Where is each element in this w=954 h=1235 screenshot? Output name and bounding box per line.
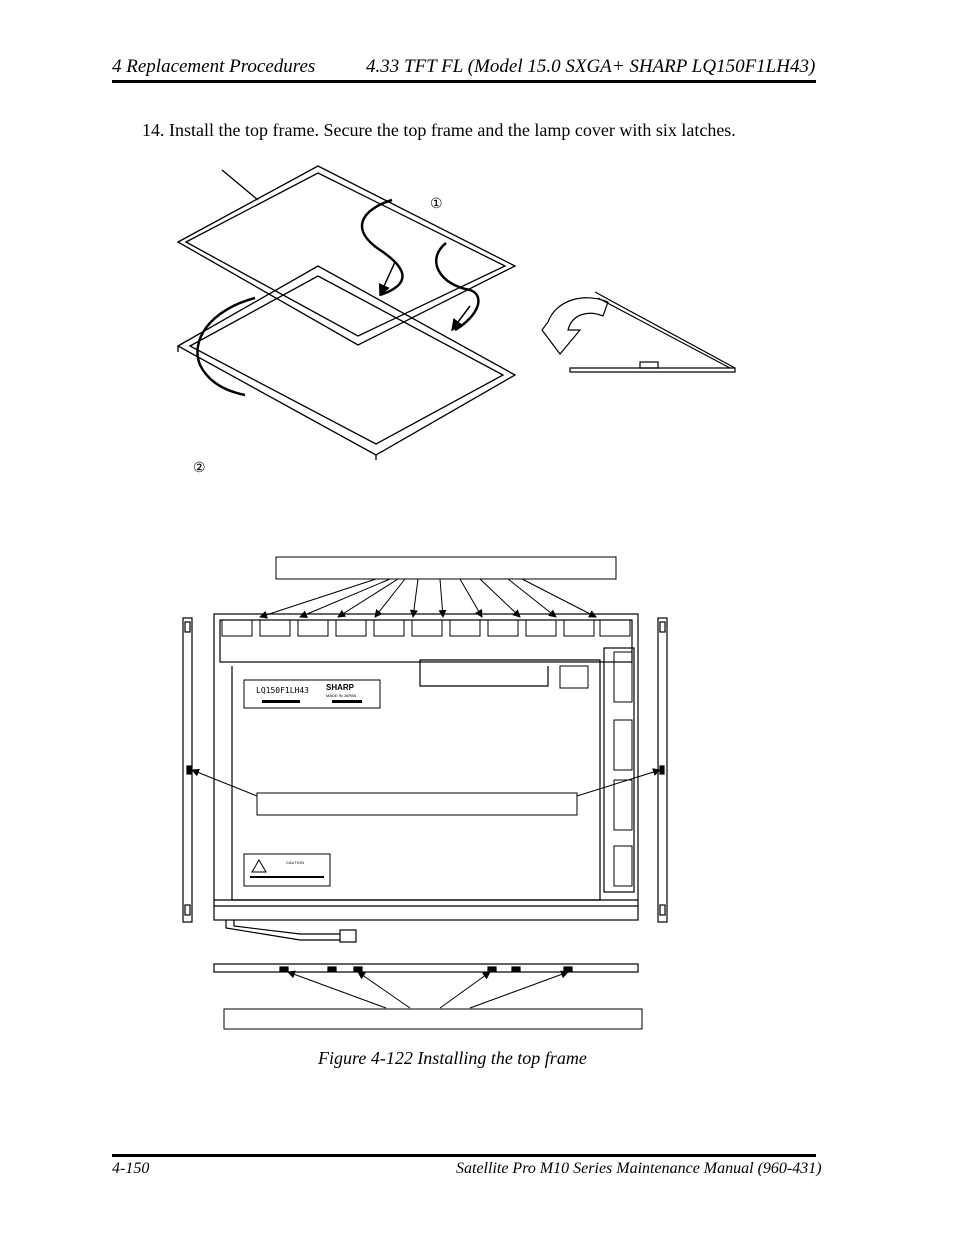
lamp-cover-detail: [570, 292, 735, 372]
step-instruction: 14. Install the top frame. Secure the top frame and the lamp cover with six latches.: [142, 120, 736, 140]
footer-rule: [112, 1154, 816, 1157]
cable-connector: [340, 930, 356, 942]
header-section: 4.33 TFT FL (Model 15.0 SXGA+ SHARP LQ150F1LH43): [366, 56, 816, 77]
pointer-left: [192, 770, 257, 796]
lamp-cable: [226, 920, 340, 940]
top-frame: [178, 166, 515, 345]
barcode-1: [262, 700, 300, 703]
label-box-middle: [257, 793, 577, 815]
label-box-bottom: [224, 1009, 642, 1029]
marker-1: ①: [430, 195, 443, 211]
panel-model: LQ150F1LH43: [256, 686, 309, 695]
marker-2: ②: [193, 459, 206, 475]
header-chapter: 4 Replacement Procedures: [112, 56, 316, 77]
pointer-right: [577, 770, 660, 796]
connector-block: [560, 652, 632, 886]
brand-label: SHARP: [326, 683, 355, 692]
manual-title: Satellite Pro M10 Series Maintenance Manual (960-431): [456, 1160, 822, 1177]
warning-icon: [252, 860, 266, 872]
bottom-lamp-cover: [214, 964, 638, 972]
caution-label-box: [244, 854, 330, 886]
caution-label: CAUTION: [286, 860, 304, 865]
lcd-panel: [178, 266, 515, 460]
made-in-label: MADE IN JAPAN: [326, 693, 357, 698]
figure-caption: Figure 4-122 Installing the top frame: [318, 1048, 587, 1068]
latch-row-top: [222, 620, 630, 636]
cover-pointer-lines: [288, 972, 568, 1008]
latch-pointer-lines: [260, 579, 596, 617]
lamp-cables: [197, 200, 478, 395]
curved-arrow-icon: [542, 298, 608, 354]
label-box-top: [276, 557, 616, 579]
barcode-2: [332, 700, 362, 703]
page-number: 4-150: [112, 1160, 150, 1177]
caution-text-line: [250, 876, 324, 878]
panel-rear: [214, 614, 638, 920]
side-frame-left: [183, 618, 192, 922]
